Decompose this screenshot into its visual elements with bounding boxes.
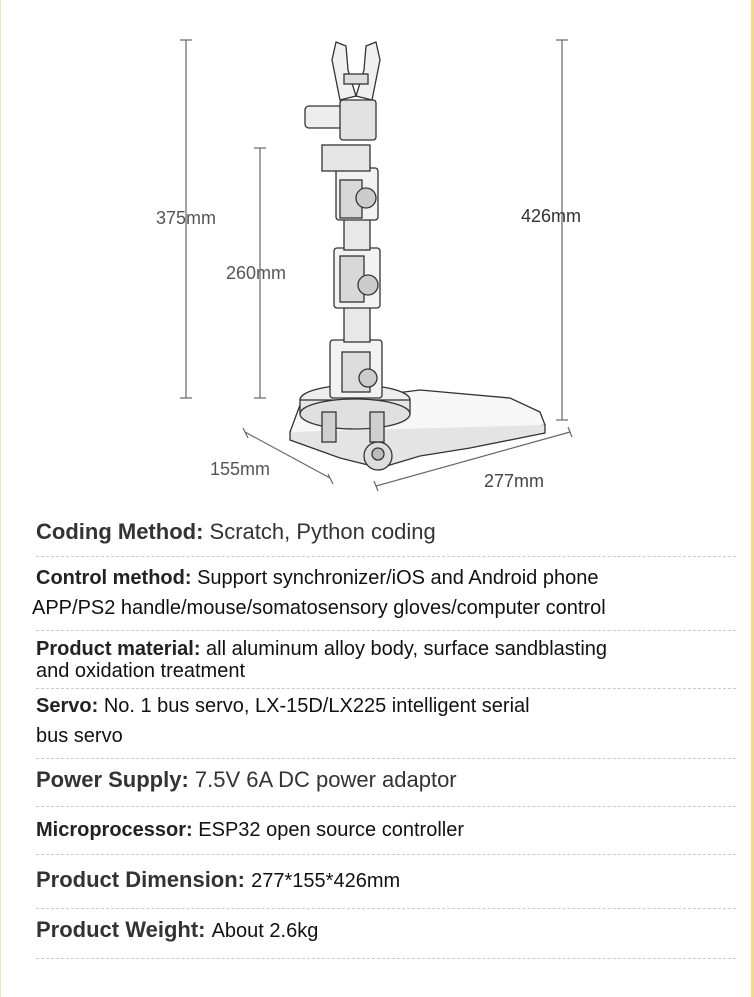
spec-label: Power Supply: [36,767,189,792]
spec-label: Coding Method: [36,519,204,544]
spec-value-line2: bus servo [36,725,123,747]
spec-label: Servo: [36,695,99,717]
length-277-label: 277mm [484,471,545,491]
spec-value-line2: APP/PS2 handle/mouse/somatosensory gloves/computer control [32,597,606,619]
spec-label: Product Weight: [36,917,206,942]
spec-power-supply [36,768,736,807]
height-375-label: 375mm [156,208,217,228]
width-155-label: 155mm [210,459,271,479]
height-426-label: 426mm [521,206,582,226]
spec-product-weight [36,918,736,959]
spec-product-material [36,638,736,689]
spec-value: Scratch, Python coding [209,519,436,544]
spec-label: Control method: [36,567,192,589]
spec-value: Support synchronizer/iOS and Android phone [197,567,599,589]
spec-control-method [32,566,736,631]
spec-value: No. 1 bus servo, LX-15D/LX225 intelligent serial [103,695,530,717]
spec-value: 277*155*426mm [251,870,401,892]
spec-label: Product material: [36,638,201,660]
spec-value: ESP32 open source controller [198,819,464,841]
spec-coding-method [36,520,736,557]
arm-column [305,42,382,398]
spec-value-line2: and oxidation treatment [36,660,246,682]
spec-label: Product Dimension: [36,867,246,892]
spec-label: Microprocessor: [36,819,193,841]
spec-microprocessor [36,818,736,855]
spec-product-dimension [36,868,736,909]
height-260-label: 260mm [226,263,287,283]
spec-value: 7.5V 6A DC power adaptor [194,767,457,792]
spec-value: all aluminum alloy body, surface sandblasting [206,638,608,660]
spec-servo [36,694,736,759]
spec-value: About 2.6kg [211,920,319,942]
